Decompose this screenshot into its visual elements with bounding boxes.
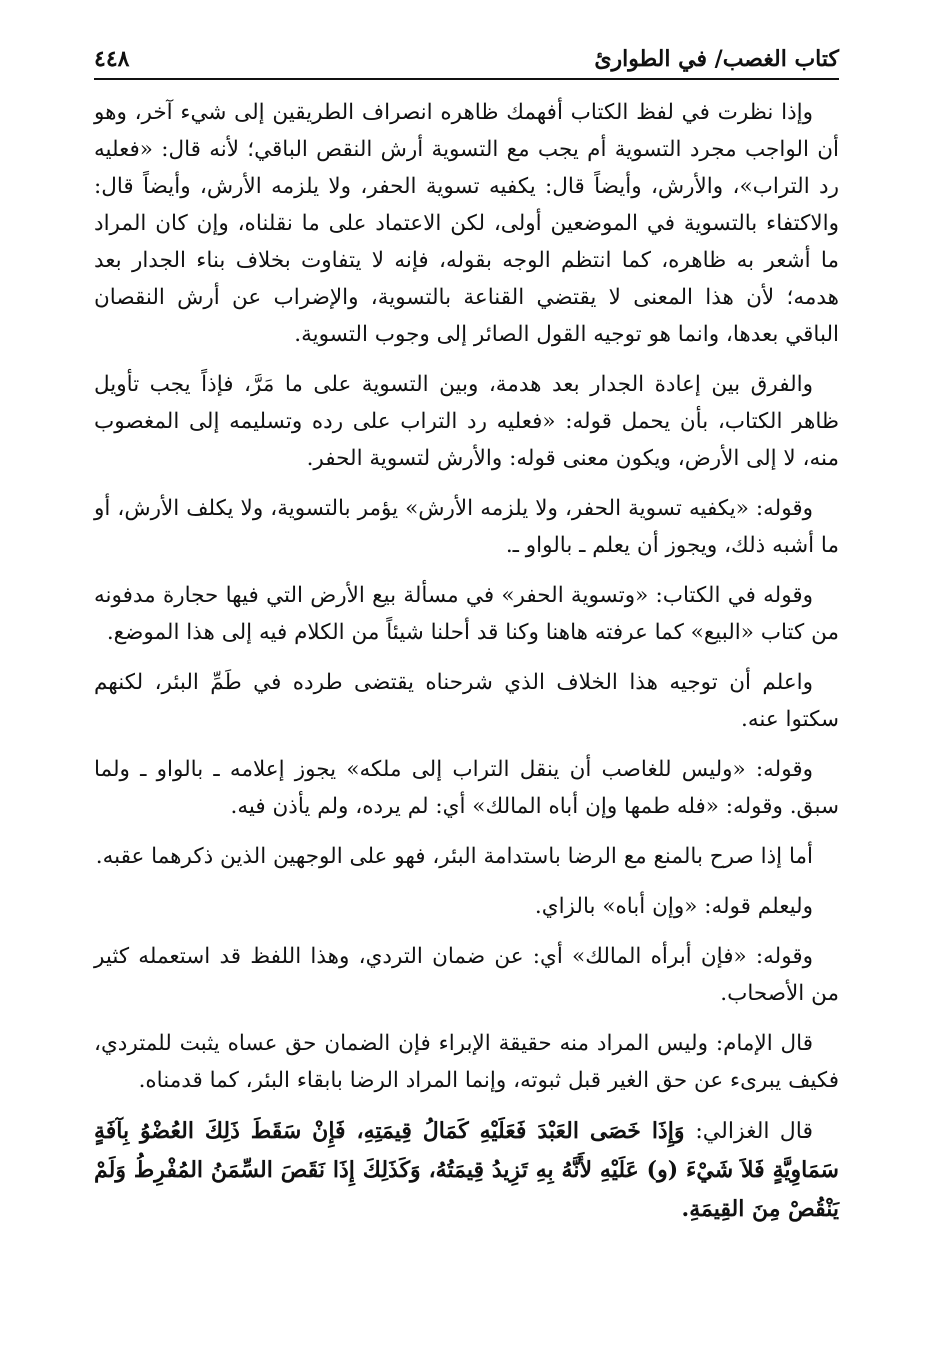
book-page — [94, 40, 839, 1340]
paragraph: وإذا نظرت في لفظ الكتاب أفهمك ظاهره انصراف الطريقين إلى شيء آخر، وهو أن الواجب مجرد التسوية أم يجب مع التسوية أرش النقص الباقي؛ لأنه قال: «فعليه رد التراب»، والأرش، وأيضاً قال: يكفيه تسوية الحفر، ولا يلزمه الأرش، وأيضاً قال: والاكتفاء بالتسوية في الموضعين أولى، لكن الاعتماد على ما نقلناه، وإن كان المراد ما أشعر به ظاهره، كما انتظم الوجه بقوله، فإنه لا يتفاوت بخلاف بناء الجدار بعد هدمه؛ لأن هذا المعنى لا يقتضي القناعة بالتسوية، والإضراب عن أرش النقصان الباقي بعدها، وانما هو توجيه القول الصائر إلى وجوب التسوية. — [94, 100, 839, 347]
quote-speaker: قال الغزالي: — [695, 1119, 813, 1144]
paragraph: أما إذا صرح بالمنع مع الرضا باستدامة البئر، فهو على الوجهين الذين ذكرهما عقبه. — [95, 844, 813, 869]
paragraph: قال الإمام: وليس المراد منه حقيقة الإبراء فإن الضمان حق عساه يثبت للمتردي، فكيف يبرىء عن حق الغير قبل ثبوته، وإنما المراد الرضا بابقاء البئر، كما قدمناه. — [94, 1031, 839, 1093]
quoted-matn-paragraph — [94, 1112, 839, 1229]
paragraph: وقوله: «وليس للغاصب أن ينقل التراب إلى ملكه» يجوز إعلامه ـ بالواو ـ ولما سبق. وقوله: «فله طمها وإن أباه المالك» أي: لم يرده، ولم يأذن فيه. — [94, 757, 839, 819]
page-number: ٤٤٨ — [94, 46, 130, 72]
body-text — [94, 94, 839, 1229]
paragraph: وقوله: «يكفيه تسوية الحفر، ولا يلزمه الأرش» يؤمر بالتسوية، ولا يكلف الأرش، أو ما أشبه ذلك، ويجوز أن يعلم ـ بالواو ـ. — [94, 496, 839, 558]
running-header-title: كتاب الغصب/ في الطوارئ — [594, 46, 839, 72]
paragraph: والفرق بين إعادة الجدار بعد هدمة، وبين التسوية على ما مَرَّ، فإذاً يجب تأويل ظاهر الكتاب، بأن يحمل قوله: «فعليه رد التراب على رده وتسليمه إلى المغصوب منه، لا إلى الأرض، ويكون معنى قوله: والأرش لتسوية الحفر. — [94, 372, 839, 471]
running-header — [94, 40, 839, 80]
paragraph: واعلم أن توجيه هذا الخلاف الذي شرحناه يقتضى طرده في طَمِّ البئر، لكنهم سكتوا عنه. — [94, 670, 839, 732]
quote-text: وَإِذَا خَصَى العَبْدَ فَعَلَيْهِ كَمَالُ قِيمَتِهِ، فَإِنْ سَقَطَ ذَلِكَ العُضْوُ بِآفَةٍ سَمَاوِيَّةٍ فَلاَ شَيْءَ (و) عَلَيْهِ لأَنَّهُ بِهِ تَزِيدُ قِيمَتُهُ، وَكَذَلِكَ إِذَا نَقَصَ السِّمَنُ المُفْرِطُ وَلَمْ يَنْقُصْ مِنَ القِيمَةِ. — [94, 1118, 839, 1222]
paragraph: وليعلم قوله: «وإن أباه» بالزاي. — [534, 894, 813, 919]
paragraph: وقوله: «فإن أبرأه المالك» أي: عن ضمان التردي، وهذا اللفظ قد استعمله كثير من الأصحاب. — [94, 944, 839, 1006]
paragraph: وقوله في الكتاب: «وتسوية الحفر» في مسألة بيع الأرض التي فيها حجارة مدفونه من كتاب «البيع» كما عرفته هاهنا وكنا قد أحلنا شيئاً من الكلام فيه إلى هذا الموضع. — [94, 583, 839, 645]
